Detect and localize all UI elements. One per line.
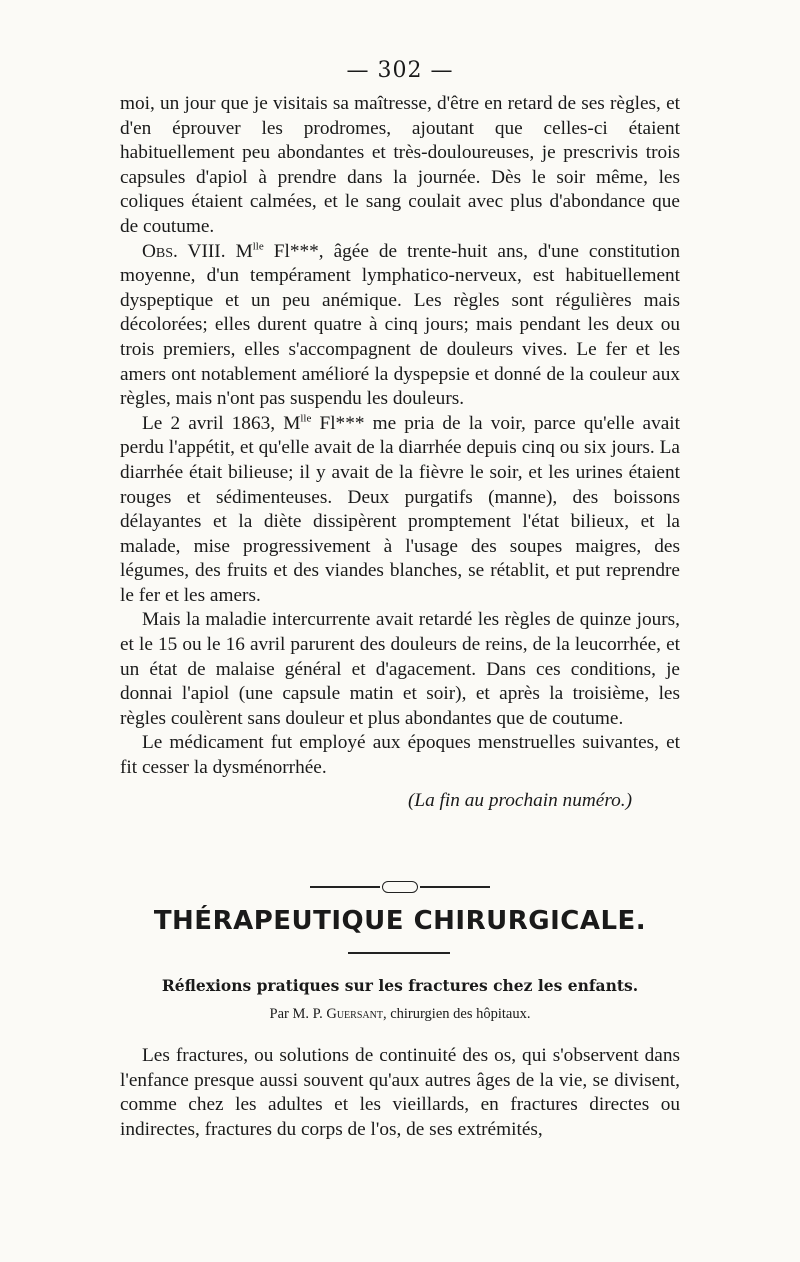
paragraph: Mais la maladie intercurrente avait retardé les règles de quinze jours, et le 15 ou le 16 avril parurent des douleurs de reins, de la leucorrhée, et un état de malaise général et d'agacement. Dans ces conditions, je donnai l'apiol (une capsule matin et soir), et après la troisième, les règles coulèrent sans douleur et plus abondantes que de coutume. bbox=[120, 609, 680, 729]
patient-name-sup: lle bbox=[300, 412, 312, 425]
page-number: — 302 — bbox=[346, 58, 454, 83]
article-title: Réflexions pratiques sur les fractures chez les enfants. bbox=[161, 976, 639, 995]
patient-name-prefix: M bbox=[283, 412, 301, 434]
paragraph: moi, un jour que je visitais sa maîtresse, d'être en retard de ses règles, et d'en éprouver les prodromes, ajoutant que celles-ci étaient habituellement peu abondantes et très-douloureuses, je prescrivis trois capsules d'apiol à prendre dans la journée. Dès le soir même, les coliques étaient calmées, et le sang coulait avec plus d'abondance que de coutume. bbox=[120, 93, 680, 237]
paragraph-text: , âgée de trente-huit ans, d'une constitution moyenne, d'un tempérament lymphatico-nerveux, est habituellement dyspeptique et un peu anémique. Les règles sont régulières mais décolorées; elles durent quatre à cinq jours; mais pendant les deux ou trois premiers, elles s'accompagnent de douleurs vives. Le fer et les amers ont notablement amélioré la dyspepsie et donné de la couleur aux règles, mais n'ont pas suspendu les douleurs. bbox=[120, 240, 680, 410]
paragraph: Les fractures, ou solutions de continuité des os, qui s'observent dans l'enfance presque aussi souvent qu'aux autres âges de la vie, se divisent, comme chez les adultes et les vieillards, en fractures directes ou indirectes, fractures du corps de l'os, de ses extrémités, bbox=[120, 1045, 680, 1140]
body-text bbox=[120, 92, 680, 813]
paragraph-text: me pria de la voir, parce qu'elle avait perdu l'appétit, et qu'elle avait de la diarrhée depuis cinq ou six jours. La diarrhée était bilieuse; il y avait de la fièvre le soir, et les urines étaient rouges et sédimenteuses. Deux purgatifs (manne), des boissons délayantes et la diète dissipèrent promptement l'état bilieux, et la malade, mise progressivement à l'usage des soupes maigres, des légumes, des fruits et des viandes blanches, se rétablit, et put reprendre le fer et les amers. bbox=[120, 412, 680, 606]
paragraph bbox=[120, 412, 680, 609]
section-heading: THÉRAPEUTIQUE CHIRURGICALE. bbox=[153, 906, 647, 936]
observation-label: Obs. VIII. bbox=[142, 240, 226, 262]
continuation-note: (La fin au prochain numéro.) bbox=[407, 789, 632, 811]
author-line bbox=[0, 1006, 800, 1023]
patient-name-sup: lle bbox=[252, 240, 264, 253]
divider-ornament bbox=[310, 880, 490, 894]
patient-name: Fl*** bbox=[273, 240, 319, 262]
author-suffix: , chirurgien des hôpitaux. bbox=[382, 1006, 531, 1022]
patient-name-prefix: M bbox=[235, 240, 253, 262]
author-name: Guersant bbox=[326, 1006, 383, 1022]
article-body bbox=[120, 1044, 680, 1142]
patient-name: Fl*** bbox=[319, 412, 365, 434]
author-prefix: Par M. P. bbox=[269, 1006, 323, 1022]
heading-rule bbox=[348, 952, 450, 954]
paragraph: Le médicament fut employé aux époques menstruelles suivantes, et fit cesser la dysménorrhée. bbox=[120, 732, 680, 779]
paragraph-obs-viii bbox=[120, 240, 680, 412]
paragraph-date: Le 2 avril 1863, bbox=[142, 412, 276, 434]
